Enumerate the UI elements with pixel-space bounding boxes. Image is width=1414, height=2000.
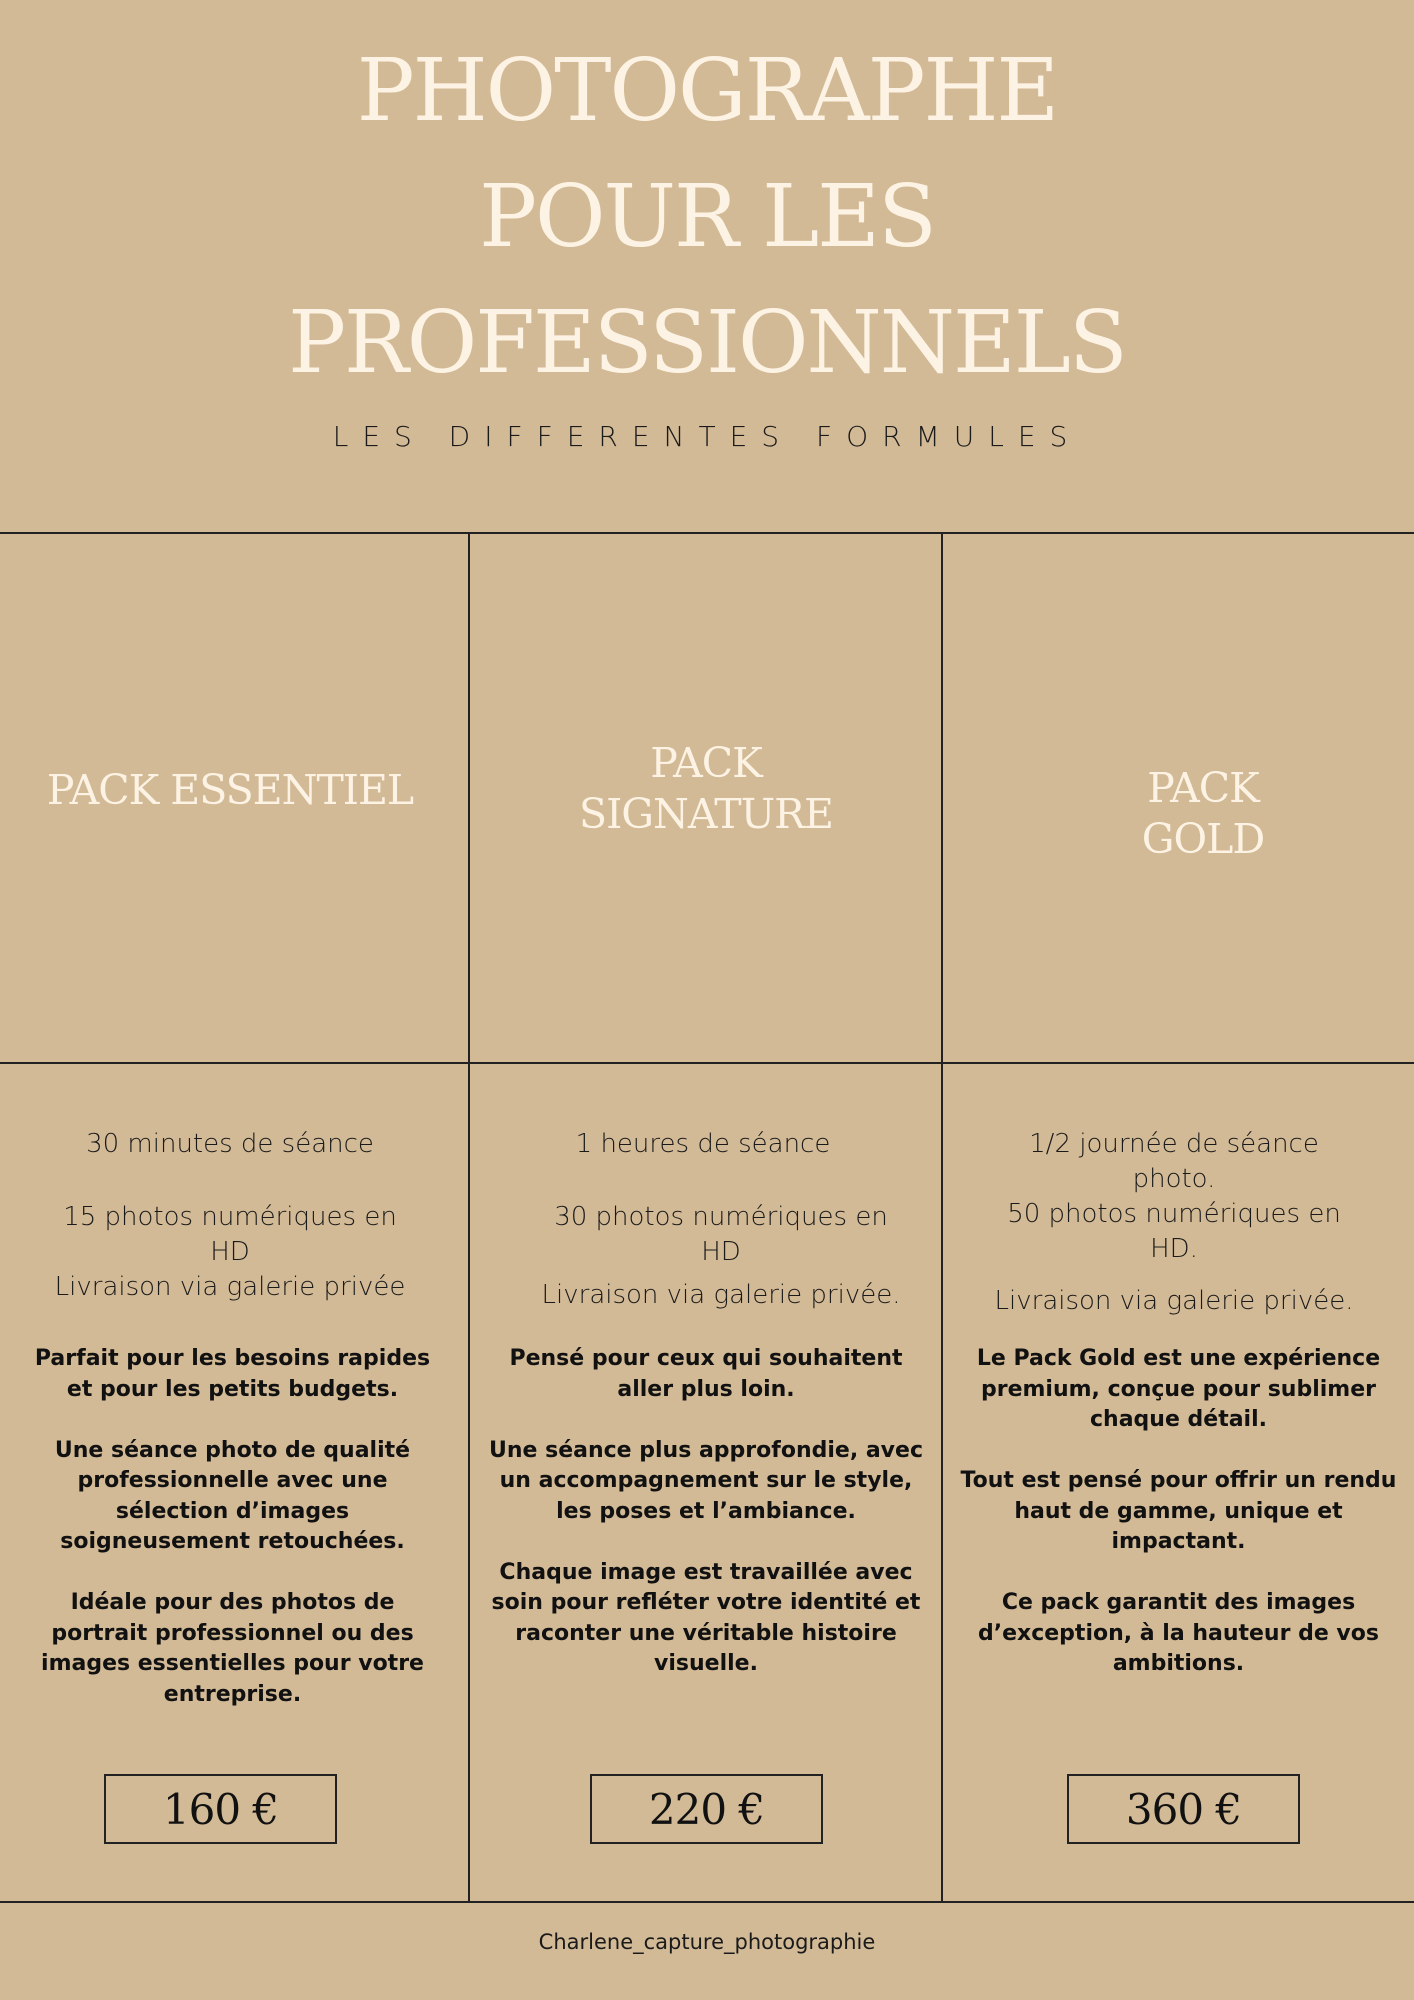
info-line: photo. bbox=[1132, 1164, 1216, 1194]
pack-title-line: SIGNATURE bbox=[579, 790, 833, 838]
table-top-divider bbox=[0, 532, 1414, 534]
desc-line: haut de gamme, unique et bbox=[1014, 1498, 1343, 1524]
desc-line: visuelle. bbox=[654, 1651, 758, 1676]
desc-line: impactant. bbox=[1111, 1529, 1246, 1554]
table-bottom-divider bbox=[0, 1901, 1414, 1903]
desc-line: ambitions. bbox=[1112, 1651, 1245, 1676]
pack-signature-price: 220 € bbox=[590, 1774, 823, 1844]
info-line: Livraison via galerie privée. bbox=[994, 1286, 1354, 1316]
desc-line: Une séance photo de qualité bbox=[54, 1437, 411, 1463]
desc-line: les poses et l’ambiance. bbox=[556, 1498, 856, 1524]
desc-line: Ce pack garantit des images bbox=[1001, 1590, 1356, 1615]
desc-line: Parfait pour les besoins rapides bbox=[34, 1346, 431, 1371]
desc-line: soin pour refléter votre identité et bbox=[491, 1590, 921, 1615]
desc-line: Pensé pour ceux qui souhaitent bbox=[509, 1346, 903, 1371]
info-line: Livraison via galerie privée. bbox=[541, 1280, 901, 1310]
footer-credit: Charlene_capture_photographie bbox=[538, 1930, 876, 1954]
info-line: HD bbox=[701, 1237, 741, 1267]
info-line: 15 photos numériques en bbox=[63, 1202, 397, 1232]
desc-line: et pour les petits budgets. bbox=[66, 1376, 399, 1402]
page-title bbox=[0, 28, 1414, 406]
desc-line: d’exception, à la hauteur de vos bbox=[978, 1620, 1379, 1646]
desc-line: professionnelle avec une bbox=[77, 1468, 388, 1493]
desc-line: entreprise. bbox=[163, 1681, 302, 1707]
pack-signature-title bbox=[470, 738, 942, 840]
pack-title-line: PACK ESSENTIEL bbox=[46, 766, 414, 814]
desc-line: portrait professionnel ou des bbox=[51, 1620, 414, 1646]
desc-line: un accompagnement sur le style, bbox=[499, 1468, 913, 1493]
desc-line: Tout est pensé pour offrir un rendu bbox=[960, 1468, 1397, 1493]
desc-spacer bbox=[470, 1527, 942, 1558]
pack-essentiel-info bbox=[0, 1127, 460, 1305]
desc-line: Idéale pour des photos de bbox=[70, 1590, 395, 1615]
pack-signature-description bbox=[470, 1344, 942, 1680]
info-line: 1 heures de séance bbox=[575, 1129, 831, 1159]
pack-essentiel-title bbox=[0, 765, 460, 816]
info-line: Livraison via galerie privée bbox=[54, 1272, 406, 1302]
pack-signature-info bbox=[470, 1127, 942, 1313]
desc-line: chaque détail. bbox=[1089, 1407, 1267, 1432]
desc-line: raconter une véritable histoire bbox=[515, 1620, 897, 1646]
desc-line: Chaque image est travaillée avec bbox=[499, 1559, 913, 1585]
info-line: 1/2 journée de séance bbox=[1029, 1129, 1319, 1159]
desc-line: aller plus loin. bbox=[617, 1376, 795, 1402]
pack-gold-description bbox=[943, 1344, 1414, 1680]
page-title-line: POUR LES bbox=[479, 167, 935, 267]
desc-spacer bbox=[943, 1558, 1414, 1589]
desc-line: premium, conçue pour sublimer bbox=[980, 1376, 1376, 1402]
info-line: 30 photos numériques en bbox=[554, 1202, 888, 1232]
desc-line: Une séance plus approfondie, avec bbox=[489, 1437, 923, 1463]
pack-title-line: GOLD bbox=[1141, 815, 1265, 863]
desc-line: soigneusement retouchées. bbox=[60, 1529, 405, 1554]
pack-gold-info bbox=[943, 1127, 1414, 1319]
pack-gold-price: 360 € bbox=[1067, 1774, 1300, 1844]
pack-title-line: PACK bbox=[1147, 764, 1259, 812]
desc-spacer bbox=[0, 1558, 465, 1589]
desc-line: Le Pack Gold est une expérience bbox=[976, 1346, 1381, 1371]
info-line: HD. bbox=[1150, 1234, 1198, 1264]
table-middle-divider bbox=[0, 1062, 1414, 1064]
page-subtitle: LES DIFFERENTES FORMULES bbox=[332, 420, 1082, 453]
pack-essentiel-description bbox=[0, 1344, 465, 1710]
desc-line: images essentielles pour votre bbox=[41, 1651, 424, 1676]
pack-essentiel-price: 160 € bbox=[104, 1774, 337, 1844]
desc-spacer bbox=[470, 1405, 942, 1436]
info-spacer bbox=[0, 1162, 460, 1200]
info-line: 50 photos numériques en bbox=[1007, 1199, 1341, 1229]
page-title-line: PHOTOGRAPHE bbox=[356, 41, 1058, 141]
pack-gold-title bbox=[943, 763, 1414, 865]
desc-line: sélection d’images bbox=[115, 1498, 350, 1524]
info-line: HD bbox=[210, 1237, 250, 1267]
desc-spacer bbox=[943, 1436, 1414, 1467]
page-title-line: PROFESSIONNELS bbox=[288, 293, 1126, 393]
pack-title-line: PACK bbox=[650, 739, 762, 787]
info-line: 30 minutes de séance bbox=[86, 1129, 374, 1159]
desc-spacer bbox=[0, 1405, 465, 1436]
info-spacer bbox=[470, 1162, 942, 1200]
